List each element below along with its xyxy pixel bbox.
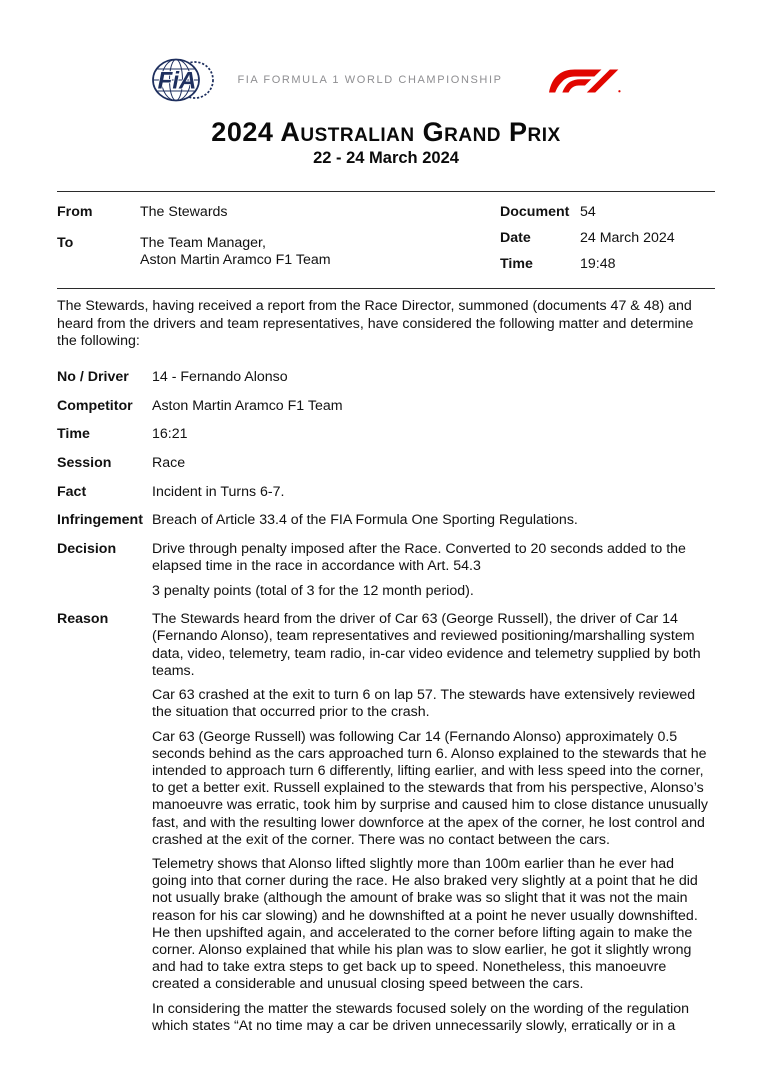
- decision-value: [152, 541, 708, 600]
- row-session: [57, 455, 715, 472]
- session-value: Race: [152, 455, 186, 472]
- session-label: Session: [57, 455, 112, 472]
- date-value: 24 March 2024: [580, 230, 675, 247]
- to-value-line1: The Team Manager,: [140, 234, 266, 251]
- to-label: To: [57, 234, 74, 251]
- incident-time-label: Time: [57, 426, 90, 443]
- row-fact: [57, 484, 715, 501]
- competitor-value: Aston Martin Aramco F1 Team: [152, 397, 343, 414]
- document-header: [57, 0, 715, 104]
- details-section: [57, 369, 715, 1035]
- meta-left: [57, 204, 500, 273]
- event-title: 2024 Australian Grand Prix: [211, 117, 561, 147]
- reason-value: [152, 611, 708, 1035]
- from-label: From: [57, 204, 93, 221]
- meta-block: [57, 192, 715, 288]
- reason-paragraph: The Stewards heard from the driver of Car 63 (George Russell), the driver of Car 14 (Fernando Alonso), team representatives and reviewed positioning/marshalling system data, video, telemetry, team radio, in-car video evidence and telemetry supplied by both teams.: [152, 611, 701, 679]
- title-block: [57, 118, 715, 168]
- from-value: The Stewards: [140, 204, 228, 221]
- championship-title: FIA FORMULA 1 WORLD CHAMPIONSHIP: [237, 74, 503, 86]
- decision-label: Decision: [57, 541, 117, 558]
- reason-paragraph: Telemetry shows that Alonso lifted slightly more than 100m earlier than he ever had going into that corner during the race. He also braked very slightly at a point that he did not usually brake (although the amount of brake was so slight that it was not the main reason for his car slowing) and he downshifted at a point he never usually downshifted. He then upshifted again, and accelerated to the corner before lifting again to make the corner. Alonso explained that while his plan was to slow earlier, he got it slightly wrong and had to take extra steps to get back up to speed. Nonetheless, this manoeuvre created a considerable and unusual closing speed between the cars.: [152, 855, 698, 993]
- to-value-line2: Aston Martin Aramco F1 Team: [140, 251, 331, 268]
- row-reason: [57, 611, 715, 1035]
- row-time: [57, 426, 715, 443]
- reason-paragraph: Car 63 (George Russell) was following Car 14 (Fernando Alonso) approximately 0.5 seconds behind as the cars approached turn 6. Alonso explained to the stewards that he intended to approach turn 6 differently, lifting earlier, and with less speed into the corner, to get a better exit. Russell explained to the stewards that from his perspective, Alonso’s manoeuvre was erratic, took him by surprise and caused him to close distance unusually fast, and with the resulting lower downforce at the apex of the corner, he lost control and crashed at the exit of the corner. There was no contact between the cars.: [152, 728, 708, 848]
- no-driver-label: No / Driver: [57, 368, 129, 385]
- to-value: [140, 235, 500, 269]
- fact-value: Incident in Turns 6-7.: [152, 483, 285, 500]
- reason-paragraph: Car 63 crashed at the exit to turn 6 on lap 57. The stewards have extensively reviewed the situation that occurred prior to the crash.: [152, 687, 696, 721]
- fia-logo-text: FiA: [158, 67, 197, 95]
- time-label: Time: [500, 256, 533, 273]
- decision-paragraph: Drive through penalty imposed after the Race. Converted to 20 seconds added to the elapsed time in the race in accordance with Art. 54.3: [152, 541, 686, 575]
- document-number-label: Document: [500, 204, 570, 221]
- competitor-label: Competitor: [57, 397, 133, 414]
- row-competitor: [57, 398, 715, 415]
- time-value: 19:48: [580, 256, 616, 273]
- reason-paragraph: In considering the matter the stewards focused solely on the wording of the regulation which states “At no time may a car be driven unnecessarily slowly, erratically or in a: [152, 1000, 690, 1034]
- reason-label: Reason: [57, 611, 109, 628]
- event-date-range: 22 - 24 March 2024: [313, 149, 459, 168]
- no-driver-value: 14 - Fernando Alonso: [152, 368, 288, 385]
- row-infringement: [57, 512, 715, 529]
- incident-time-value: 16:21: [152, 426, 188, 443]
- infringement-value: Breach of Article 33.4 of the FIA Formula One Sporting Regulations.: [152, 512, 578, 529]
- row-no-driver: [57, 369, 715, 386]
- intro-paragraph: The Stewards, having received a report from the Race Director, summoned (documents 47 & 48) and heard from the drivers and team representatives, have considered the following matter and determine the following:: [57, 298, 694, 349]
- meta-right: [500, 204, 715, 273]
- row-decision: [57, 541, 715, 600]
- fact-label: Fact: [57, 483, 87, 500]
- decision-paragraph: 3 penalty points (total of 3 for the 12 month period).: [152, 582, 474, 599]
- fia-logo-icon: [151, 57, 215, 103]
- f1-logo-icon: [549, 68, 621, 94]
- document-number-value: 54: [580, 204, 596, 221]
- divider-bottom: [57, 288, 715, 289]
- infringement-label: Infringement: [57, 512, 143, 529]
- date-label: Date: [500, 230, 531, 247]
